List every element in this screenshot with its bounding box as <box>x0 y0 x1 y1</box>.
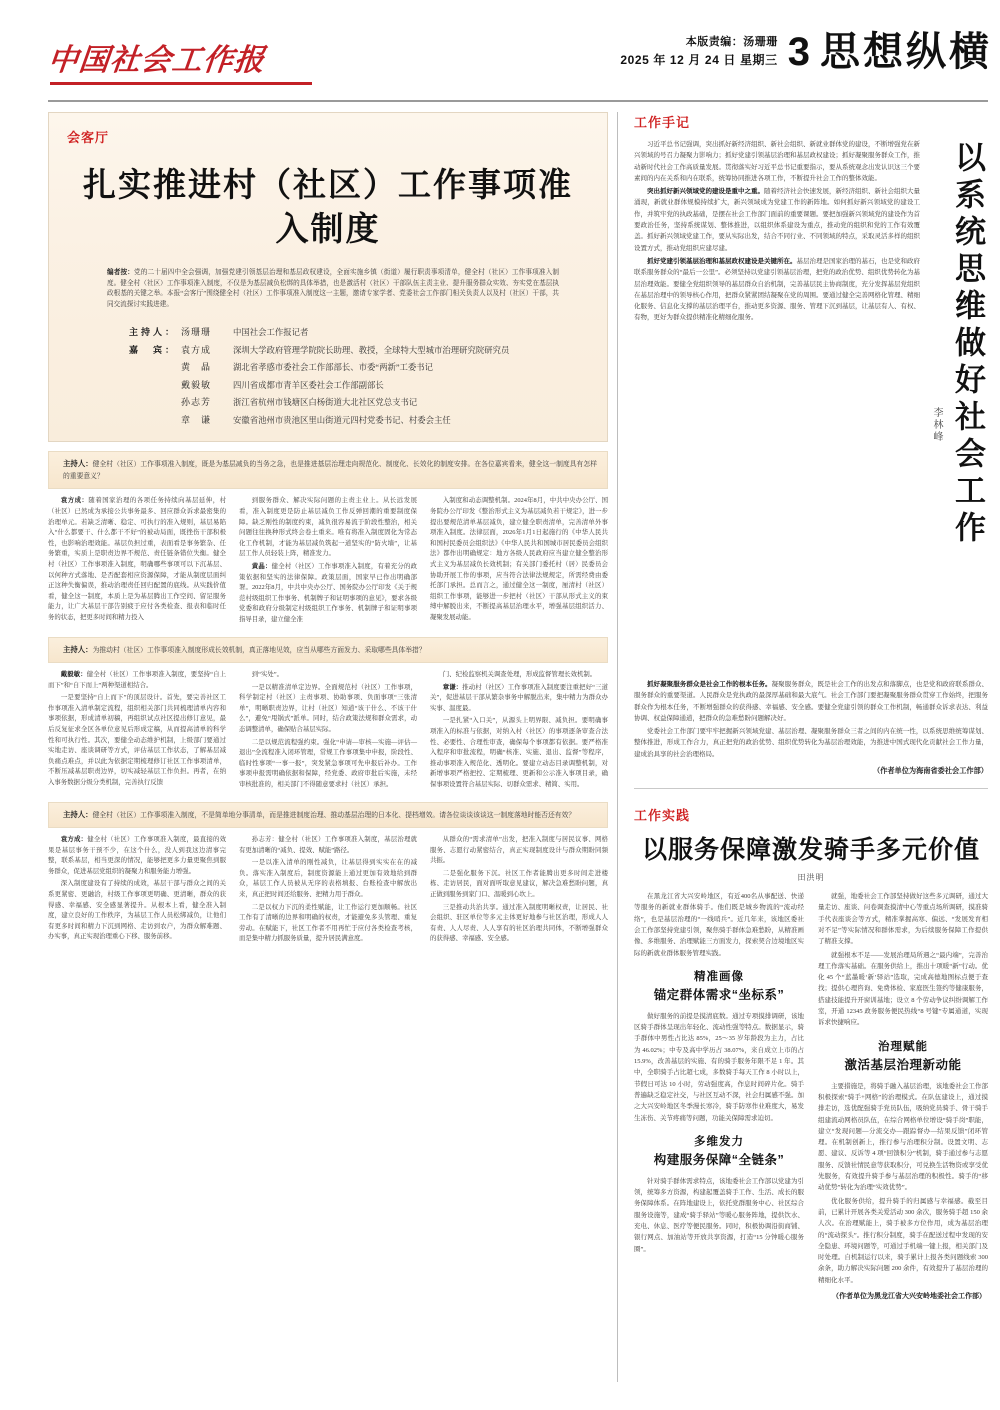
paragraph <box>48 670 226 691</box>
paragraph <box>430 670 608 681</box>
host-question-text: 为推动村（社区）工作事项准入制度形成长效机制，真正落地见效，应当从哪些方面发力、采取哪些具体举措？ <box>92 646 426 654</box>
paragraph-text: 基层治理是国家治理的基石，也是党和政府联系服务群众的“最后一公里”。必须坚持以党建引领基层治理，把党的政治优势、组织优势转化为基层治理效能。要健全党组织领导的基层群众自治机制，完善基层民主协商制度，充分发挥基层党组织在基层治理中的领导核心作用，把群众紧紧团结凝聚在党的周围。要通过健全完善网格化管理、精细化服务、信息化支撑的基层治理平台，推动更多资源、服务、管理下沉到基层，让基层有人、有权、有物，更好为群众提供精准化精细化服务。 <box>634 257 920 322</box>
host-question-label: 主持人： <box>63 459 93 469</box>
paragraph <box>430 683 608 715</box>
paragraph-text: 到服务群众、解决实际问题的主责主业上。从长远发展看，准入制度更是防止基层减负工作反弹回潮的重要制度保障。缺乏刚性的制度约束，减负很容易流于阶段性整治，相关问题往往换种形式终会卷土重来。唯有将准入制度固化为常态化工作机制，才能为基层减负筑起一道坚实的“防火墙”，让基层工作人员轻装上阵，精准发力。 <box>239 497 417 558</box>
feature-article <box>48 112 608 442</box>
answer-block <box>48 835 608 947</box>
paragraph: 针对骑手群体需求特点，该地委社会工作部以党建为引领，统筹多方资源，构建起覆盖骑手工作、生活、成长的服务保障体系。在阵地建设上，依托党群服务中心、社区综合服务设施等，建成“骑手驿站”等暖心服务阵地，提供饮水、充电、休息、医疗等便民服务。同时，积极协调沿街商铺、银行网点、加油站等开放共享资源，打造“15 分钟暖心服务圈”。 <box>634 1177 804 1253</box>
paragraph-text: 二是以权力下沉的柔性赋能，让工作运行更加顺畅。社区工作有了清晰的边界和明确的权责，才能避免多头管理、重复劳动。在赋能下，社区工作者不用再忙于应付各类检查考核，而是集中精力抓服务质量，提升居民满意度。 <box>239 903 417 943</box>
paragraph-text: 凝聚服务群众，既是社会工作的出发点和落脚点，也是党和政府联系群众、服务群众的重要渠道。人民群众是党执政的最深厚基础和最大底气。社会工作部门要把凝聚服务群众贯穿工作始终，把服务群众作为根本任务，不断增强群众的获得感、幸福感、安全感。要健全党建引领的群众工作机制，畅通群众诉求表达、利益协调、权益保障通道，把群众的急难愁盼问题解决好。 <box>634 681 989 722</box>
roster-desc: 四川省成都市青羊区委社会工作部副部长 <box>233 380 384 390</box>
feature-body <box>48 451 608 947</box>
roster-name: 袁方成 <box>181 344 212 355</box>
practice-kicker: 工作实践 <box>634 808 691 824</box>
host-question-text: 健全村（社区）工作事项准入制度，既是为基层减负的当务之急，也是推进基层治理走向规范化、制度化、长效化的制度安排。在各位嘉宾看来，健全这一制度具有怎样的重要意义？ <box>63 461 597 480</box>
paragraph-text: 健全村（社区）工作事项准入制度，要坚持“自上而下”和“自下而上”两种渠道相结合。 <box>48 671 226 689</box>
paragraph-lead: 抓好凝聚服务群众是社会工作的根本任务。 <box>647 681 772 688</box>
practice-columns <box>634 891 988 1302</box>
paragraph: 做好服务的前提是摸清底数。通过专项摸排调研，该地区骑手群体呈现出年轻化、流动性强等特点。数据显示，骑手群体中男性占比达 85%，25～35 岁年龄段为主力，占比为 46.02%；中专及高中学历占 38.07%，来自成立上市的占15.9%，改善基层的实施、有的骑手服务年限不足 1 年。其中，全职骑手占比超七成，多数骑手每天工作 8 小时以上，节假日可达 10 小时，劳动强度高，作息时间碎片化。骑手普遍缺乏稳定社交，与社区互动不深，社会归属感不强。加之大兴安岭地区冬季漫长寒冷，骑手防寒作业难度大，易发生冻伤、关节疼痛等问题，功能关保障需求迫切。 <box>634 1012 804 1122</box>
paragraph-text: 推动村（社区）工作事项准入制度要注重把好“三道关”，促进基层干部从繁杂事务中解脱出来，集中精力为群众办实事、温度最。 <box>430 683 608 712</box>
text-column <box>239 670 417 793</box>
roster-desc: 湖北省孝感市委社会工作部部长、市委“两新”工委书记 <box>233 363 434 373</box>
logo-underline <box>50 82 312 85</box>
masthead-right <box>620 30 992 74</box>
paragraph-text: 从群众的“需求清单”出发，把准入制度与居民议事、网格服务、志愿行动紧密结合，真正实现制度设计与群众期盼同频共振。 <box>430 836 608 865</box>
paragraph <box>239 738 417 791</box>
editor-note-body: 党的二十届四中全会强调，加强党建引领基层治理和基层政权建设，全面实施乡镇（街道）履行职责事项清单，健全村（社区）工作事项准入制度。健全村（社区）工作事项准入制度，不仅是为基层减负松绑的具体举措，也是激活村（社区）干部队伍主责主业、提升服务群众实效、夯实党在基层执政根基的关键之举。本报“会客厅”围绕健全村（社区）工作事项准入制度这一主题，邀请专家学者、党委社会工作部门相关负责人以及村（社区）干部，共同交流探讨实践进建。 <box>107 269 560 308</box>
paragraph <box>430 835 608 867</box>
paragraph <box>634 186 920 254</box>
subheading-line2: 锚定群体需求“坐标系” <box>653 987 785 1002</box>
roster-row <box>129 324 589 342</box>
editor-note-label: 编者按： <box>107 269 134 276</box>
paragraph-text: 三是推动共治共享。通过准入制度明晰权责，让居民、社会组织、驻区单位等多元主体更好地参与社区治理，形成人人有责、人人尽责、人人享有的社区治理共同体，不断增强群众的获得感、幸福感、安全感。 <box>430 903 608 943</box>
text-column <box>239 496 417 627</box>
paragraph <box>634 256 920 324</box>
paragraph <box>430 903 608 945</box>
roster-role: 嘉 宾： <box>129 344 178 355</box>
speaker-name: 章谦： <box>442 683 463 691</box>
paragraph <box>634 679 988 724</box>
date-line: 2025 年 12 月 24 日 星期三 <box>620 53 778 67</box>
subheading <box>818 1039 988 1074</box>
paragraph-text: 门、纪检监察机关调查处理，形成监督管理长效机制。 <box>442 671 597 678</box>
practice-col-right <box>818 891 988 1302</box>
logo-text: 中国社会工作报 <box>46 44 267 77</box>
work-notes-credit: （作者单位为海南省委社会工作部） <box>872 767 988 776</box>
masthead <box>0 30 1000 102</box>
roster-desc: 浙江省杭州市钱塘区白杨街道大北社区党总支书记 <box>233 398 418 408</box>
masthead-meta <box>620 34 777 74</box>
right-column <box>634 112 988 1302</box>
roster-row <box>129 394 589 412</box>
practice-credit: （作者单位为黑龙江省大兴安岭地委社会工作部） <box>832 1291 986 1300</box>
practice-intro: 在黑龙江省大兴安岭地区，有近400名从事配送、快递等服务的新就业群体骑手。他们既是城乡物流的“流动经络”，也是基层治理的“一线哨兵”。近几年来，该地区委社会工作部坚持党建引领，聚焦骑手群体急难愁盼，从精准画像、多维服务、治理赋能三方面发力，探索契合边境地区实际的新就业群体服务管理实践。 <box>634 893 804 957</box>
answer-block <box>48 496 608 627</box>
left-column <box>48 112 608 1382</box>
paragraph <box>430 716 608 790</box>
section-name: 思想纵横 <box>820 30 992 74</box>
work-notes-vertical-title: 以系统思维做好社会工作 <box>950 141 985 548</box>
paragraph <box>430 496 608 623</box>
work-notes-text <box>634 139 920 326</box>
participant-roster <box>67 324 589 429</box>
section-rule <box>634 788 988 789</box>
paragraph <box>239 683 417 736</box>
paragraph-text: 党委社会工作部门要牢牢把握新兴领域党建、基层治理、凝聚服务群众三者之间的内在统一性，以系统思维统筹谋划、整体推进，形成工作合力，真正把党的政治优势、组织优势转化为基层治理效能，为推进中国式现代化贡献社会工作力量，建成治具享的社会治理格局。 <box>634 728 988 758</box>
paragraph-lead: 抓好党建引领基层治理和基层政权建设是关键所在。 <box>647 257 797 265</box>
speaker-name: 袁方成： <box>60 836 88 844</box>
roster-desc: 安徽省池州市贵池区里山街道元四村党委书记、村委会主任 <box>233 415 451 425</box>
paragraph <box>430 869 608 901</box>
work-notes-kicker: 工作手记 <box>634 115 691 130</box>
roster-desc: 中国社会工作报记者 <box>233 328 309 338</box>
feature-kicker: 会客厅 <box>67 130 110 145</box>
paragraph <box>48 693 226 788</box>
text-column <box>430 835 608 947</box>
practice-author: 田洪明 <box>797 873 825 883</box>
work-notes-author: 李林峰 <box>931 407 942 443</box>
paragraph-text: 一是要坚持“自上而下”的顶层设计。首先，要完善社区工作事项准入清单制定流程，组织相关部门共同梳理清单内容和事项依据，形成清单初稿，再组织试点社区提出修订意见，最后反复征求全区各单位意见后形成定稿，从而提高清单的科学性和可执行性。其次，要健全动态维护机制，上级部门要通过实地走访、座谈调研等方式，评估基层工作状态，了解基层减负痛点难点，并以此为依据定期梳理修订社区工作事项清单，不断压减基层职责边界，切实减轻基层工作负担。再者，在纳入事务数据分级分类机制，完善执行反馈 <box>48 694 226 786</box>
host-question <box>48 637 608 664</box>
paragraph <box>48 496 226 623</box>
subheading-line1: 治理赋能 <box>878 1040 928 1053</box>
paragraph-text: 习近平总书记强调，突出抓好新经济组织、新社会组织、新就业群体党的建设，不断增强党在新兴领域的号召力凝聚力影响力；抓好党建引领基层治理和基层政权建设；抓好凝聚服务群众工作，推动新时代社会工作高质量发展。贯彻落实好习近平总书记重要指示，要从系统观念出发认识这三个要素间的内在关系和内在联系，统筹协同推进各项工作，不断提升社会工作的整体效能。 <box>634 141 920 182</box>
paragraph <box>239 670 417 681</box>
paragraph-text: 深入制度建设有了持续的成效，基层干部与群众之间的关系更紧密、更融洽，村级工作事项更明确、更清晰，群众的获得感、幸福感、安全感显著提升。从根本上看，健全准入制度，建立良好的工作秩序，为基层工作人员松绑减负，让他们有更多时间和精力下沉到网格、走访到农户，为群众解难题、办实事，真正实现治理重心下移、服务前移。 <box>48 880 226 941</box>
paragraph <box>239 562 417 626</box>
host-question-label: 主持人： <box>63 809 93 819</box>
paragraph-text: 随着经济社会快速发展，新经济组织、新社会组织大量涌现，新就业群体规模持续扩大，新兴领域成为党建工作的新阵地。如何抓好新兴领域党的建设工作，并筑牢党的执政基础，是摆在社会工作部门面前的重要课题。要把加强新兴领域党的建设作为首要政治任务，坚持系统谋划、整体推进，以组织体系建设为重点，推动党的组织和党的工作有效覆盖。抓好新兴领域党建工作，要从实际出发，结合不同行业、不同领域的特点，采取灵活多样的组织设置方式，推动党组织应建尽建。 <box>634 188 920 252</box>
host-question <box>48 802 608 829</box>
practice-title: 以服务保障激发骑手多元价值 <box>641 837 980 865</box>
subheading <box>634 1134 804 1169</box>
roster-name: 戴毅敏 <box>181 379 212 390</box>
roster-name: 汤珊珊 <box>181 327 212 338</box>
paragraph-text: 入制度和动态调整机制。2024年8月，中共中央办公厅、国务院办公厅印发《整治形式主义为基层减负若干规定》，进一步提出要规范清单基层减负，建立健全职责清单，完善清单外事项准入制度。法律层面，2026年1月1日起施行的《中华人民共和国村民委员会组织法》《中华人民共和国城市居民委员会组织法》都作出明确规定：地方各级人民政府应当建立健全整治形式主义为基层减负长效机制；有关部门委托村（居）民委员会协助开展工作的事项，应当符合法律法规规定，所需经费由委托部门承担。总而言之，通过健全这一制度，厘清村（社区）组织工作事项，能够进一步把村（社区）干部从形式主义的束缚中解脱出来，不断提高基层治理水平，增强基层组织活力、凝聚发展动能。 <box>430 497 608 621</box>
speaker-name: 戴毅敏： <box>60 671 87 678</box>
paragraph <box>239 903 417 945</box>
speaker-name: 黄晶： <box>251 562 272 570</box>
paragraph-text: 二是以规范流程强约束。强化“申请—审核—实施—评估—退出”全流程准入闭环管理，常规工作事项集中申报，阶段性、临时性事项“一事一报”，突发紧急事项可先申报后补办。工作事项申报需明确依据和保障，经党委、政府审批后实施，未经审核批准的，相关部门不得随意要求村（社区）承担。 <box>239 738 417 788</box>
roster-desc: 深圳大学政府管理学院院长助理、教授，全球特大型城市治理研究院研究员 <box>233 345 510 355</box>
column-divider <box>617 112 618 1382</box>
subheading-line2: 激活基层治理新动能 <box>844 1057 962 1072</box>
text-column <box>48 670 226 793</box>
paragraph <box>48 879 226 943</box>
paragraph <box>239 496 417 560</box>
paragraph-lead: 突出抓好新兴领域党的建设是重中之重。 <box>647 188 764 196</box>
roster-name: 孙志芳 <box>181 397 212 408</box>
subheading-line2: 构建服务保障“全链条” <box>653 1152 785 1167</box>
paragraph <box>239 858 417 900</box>
paragraph <box>634 726 988 760</box>
host-question-label: 主持人： <box>63 644 93 654</box>
feature-title: 扎实推进村（社区）工作事项准入制度 <box>83 168 573 248</box>
roster-row <box>129 359 589 377</box>
paragraph-text: 随着国家治理的各项任务持续向基层延伸，村（社区）已然成为承接公共事务最多、回应群众诉求最密集的治理单元。若缺乏清晰、稳定、可执行的准入规则，基层易陷入“什么都要干、什么都干不好”的被动局面，既挫伤干部积极性，也影响治理效能。基层负担过重，表面看是事务繁杂、任务繁重，实质上是职责边界不规范、责任链条错位失衡。健全村（社区）工作事项准入制度，明确哪些事项可以下沉基层、以何种方式落地、是否配套相应资源保障，才能从制度层面纠正这种失衡偏误，推动治理责任回归配置的底线。从实践价值看，健全这一制度，本质上是为基层腾出工作空间、留足服务能力，让广大基层干部告别疲于应付各类检查、报表和临时任务的状态，把更多时间和精力投入 <box>48 497 227 621</box>
text-column <box>48 496 226 627</box>
roster-row <box>129 377 589 395</box>
work-notes-header-area <box>634 139 988 679</box>
paragraph-text: 到“实处”。 <box>251 671 284 678</box>
host-question-text: 健全村（社区）工作事项准入制度，不是简单地分事清单，而是推进制度治理、推动基层治理的日本化、提档增效。请各位谈谈该谈这一制度落地时能否还有效？ <box>92 811 576 819</box>
roster-name: 黄 晶 <box>181 362 212 373</box>
practice-intro: 就强，地委社会工作部坚持做好这些多元调研，通过大量走访、座谈、问卷调查摸清中心等重点场所调研，摸准骑手代表座谈会等方式，精准掌握高寒、偏远、“发展发育相对不足”等实际情况和群体需求，为后续服务保障工作提供了精准支撑。 <box>818 893 988 946</box>
paragraph: 就强根本不足——发展治理局所遇之“最内端”，完善治理工作落实基础。在服务供给上，推出十项暖“新”行动。优化 45 个“蓝墨暖‘新’驿站”选取，完成高德地图标点便于查找；提供心理咨询、免费体检、家庭医生签约等健康服务，搭建技能提升开窗训基地；设立 8 个劳动争议纠纷调解工作室，开通 12345 政务服务便民热线“8 号键”专属通道，实现诉求快捷响应。 <box>818 951 988 1027</box>
roster-name: 章 谦 <box>181 414 212 425</box>
paragraph-text: 一是以精准清单定边界。全面规范村（社区）工作事项，科学制定村（社区）主责事项、协助事项、负面事项“三张清单”，明晰职责边界，让村（社区）知道“该干什么、不该干什么”，避免“甩锅式”派单。同时，结合政策法规和群众需求，动态调整清单，确保贴合基层实际。 <box>239 683 417 733</box>
editor-line: 本版责编：汤珊珊 <box>685 36 778 48</box>
subheading <box>634 969 804 1004</box>
subheading-line1: 精准画像 <box>694 970 744 983</box>
paragraph-text: 健全村（社区）工作事项准入制度，有着充分的政策依据和坚实的法律保障。政策层面，国家早已作出明确部署。2022年8月，中共中央办公厅、国务院办公厅印发《关于规范村级组织工作事务、机制牌子和证明事项的意见》，要求各级党委和政府分级制定村级组织工作事务、机制牌子和证明事项指导目录，建立健全准 <box>239 562 418 623</box>
text-column <box>430 670 608 793</box>
subheading-line1: 多维发力 <box>694 1135 744 1148</box>
roster-row <box>129 342 589 360</box>
answer-block <box>48 670 608 793</box>
paragraph-text: 孙志芳：健全村（社区）工作事项准入制度，基层治理就有更加清晰的“减负、提效、赋能”路径。 <box>239 836 417 854</box>
paragraph: 主要措施是，将骑手融入基层治理，该地委社会工作部积极探索“骑手+网格”的治理模式。在队伍建设上，通过摸排走访，选优配强骑手党员队伍，吸纳党员骑手、骨干骑手组建流动网格员队伍，在综合网格单位增设“骑手岗”职能，建立“发现问题—分流交办—跟踪督办—结果反馈”闭环管理。在机制创新上，推行参与治理积分制。设置文明、志愿、建议、反诉等 4 项“回馈积分”机制，骑手通过参与志愿服务、反馈社情民意等获取积分，可兑换生活物资或享受优先服务，有效提升骑手参与基层治理的积极性。骑手的“移动优势”转化为治理“实效优势”。 <box>818 1082 988 1192</box>
paragraph-text: 二是强化服务下沉。社区工作者能腾出更多时间走进楼栋、走访居民，面对面听取意见建议，解决急难愁盼问题，真正做到服务到家门口、温暖到心坎上。 <box>430 869 608 898</box>
paragraph: 优化服务供给，提升骑手的归属感与幸福感。截至目前，已累计开展各类关爱活动 300 余次，服务骑手超 150 余人次。在治理赋能上，骑手被多方位作用，成为基层治理的“流动探头”。推行积分制度，骑手在配送过程中发现的安全隐患、环境问题等，可通过手机端一键上报，相关部门及时处理。自机制运行以来，骑手累计上报各类问题线索 300 余条，助力解决实际问题 200 余件，有效提升了基层治理的精细化水平。 <box>818 1197 988 1284</box>
text-column <box>239 835 417 947</box>
editor-note <box>67 268 589 310</box>
paragraph-text: 一是以准入清单的刚性减负，让基层得到实实在在的减负。落实准入制度后，制度资源能上通过更加有效地给到群众，基层工作人员被从无序的表格填报、台账检查中解放出来，真正把时间还给服务、把精力用于群众。 <box>239 859 417 898</box>
practice-col-left <box>634 891 804 1302</box>
paragraph <box>634 139 920 184</box>
paragraph-text: 健全村（社区）工作事项准入制度，最直接的效果是基层事务干预不少，在这个什么，没人到我这边清事完整，联系基层，相当更深的情况，能够把更多力量更聚焦到服务群众，促进基层党组织的凝聚力和服务能力增强。 <box>48 836 226 875</box>
page-number: 3 <box>787 30 810 74</box>
paragraph <box>239 835 417 856</box>
masthead-rule <box>48 100 988 102</box>
paragraph <box>48 835 226 877</box>
text-column <box>430 496 608 627</box>
newspaper-logo <box>48 38 348 94</box>
host-question <box>48 451 608 489</box>
work-notes-tail <box>634 679 988 760</box>
roster-role: 主持人： <box>129 327 178 338</box>
paragraph-text: 一是扎紧“入口关”，从源头上明界限、减负担。要明确事项准入的标准与依据，对纳入村（社区）的事项逐条审查合法性、必要性、合理性审查，确保每个事项都有依据。要严格准入程序和审批流程，明确“核准、实施、退出、监督”等程序，推动事项准入规范化、透明化。要建立动态目录调整机制，对新增事项严格把控、定期梳理、更新和公示准入事项目录，确保事项设置符合基层实际、切群众需求、精简、实用。 <box>430 717 608 788</box>
roster-row <box>129 412 589 430</box>
speaker-name: 袁方成： <box>60 497 89 505</box>
text-column <box>48 835 226 947</box>
